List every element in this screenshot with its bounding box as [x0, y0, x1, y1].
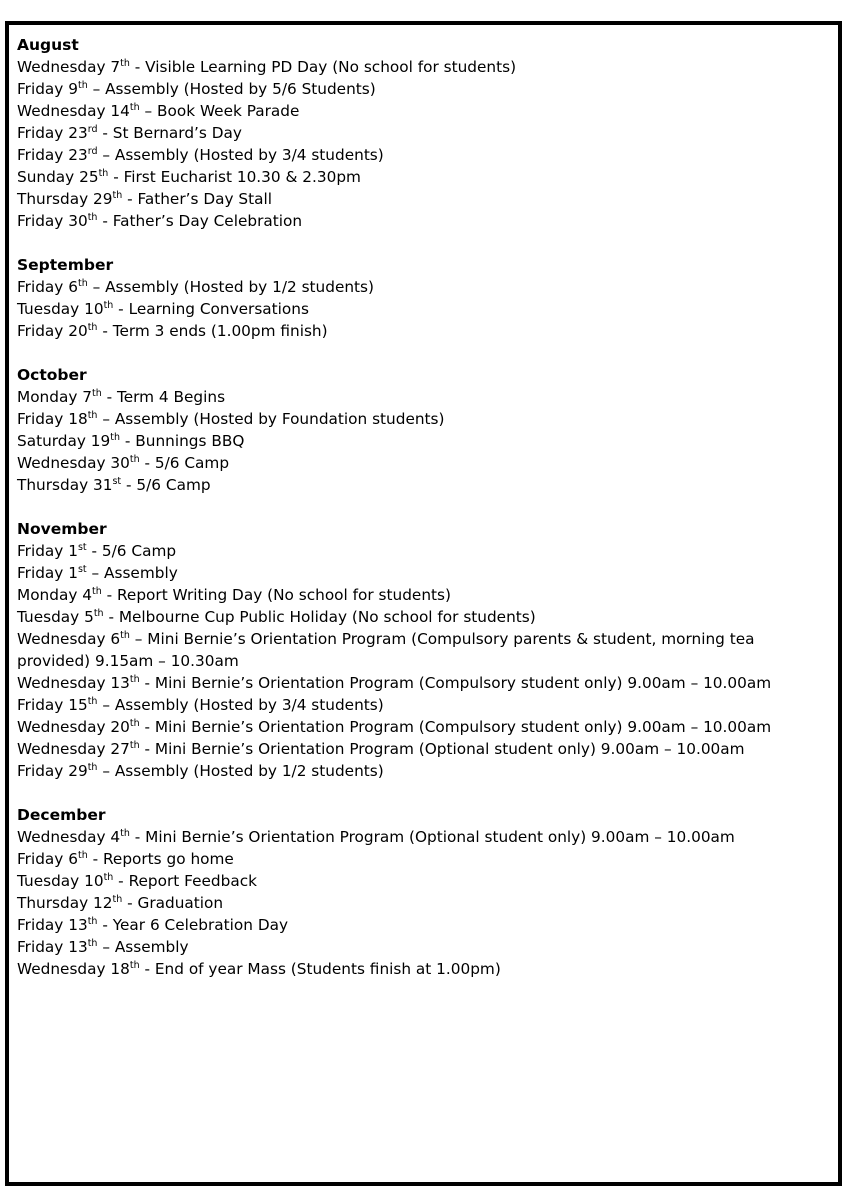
- ordinal-suffix: th: [112, 190, 123, 201]
- event-item: [17, 738, 834, 760]
- ordinal-suffix: th: [129, 718, 140, 729]
- event-separator: -: [122, 190, 138, 208]
- event-separator: –: [97, 410, 115, 428]
- event-item: [17, 694, 834, 716]
- event-separator: -: [97, 916, 113, 934]
- event-day: Friday 6: [17, 850, 78, 868]
- month-section-december: [17, 804, 834, 980]
- event-day: Thursday 12: [17, 894, 113, 912]
- event-day: Thursday 29: [17, 190, 113, 208]
- event-day: Friday 1: [17, 564, 78, 582]
- event-description: Mini Bernie’s Orientation Program (Optional student only) 9.00am – 10.00am: [154, 740, 745, 758]
- event-separator: –: [139, 102, 158, 120]
- event-separator: -: [97, 124, 113, 142]
- event-day: Tuesday 10: [17, 300, 104, 318]
- event-separator: -: [86, 542, 102, 560]
- month-heading: December: [17, 806, 106, 824]
- ordinal-suffix: th: [87, 762, 98, 773]
- event-separator: -: [101, 586, 117, 604]
- event-description: Assembly (Hosted by 3/4 students): [114, 146, 384, 164]
- ordinal-suffix: th: [120, 828, 130, 839]
- event-description: 5/6 Camp: [154, 454, 230, 472]
- event-description: Assembly: [114, 938, 189, 956]
- month-heading: October: [17, 366, 87, 384]
- event-item: [17, 826, 834, 848]
- event-day: Wednesday 6: [17, 630, 121, 648]
- event-separator: –: [87, 278, 106, 296]
- event-item: [17, 452, 834, 474]
- event-day: Friday 23: [17, 146, 88, 164]
- month-heading: November: [17, 520, 107, 538]
- event-day: Tuesday 5: [17, 608, 94, 626]
- event-description: Bunnings BBQ: [135, 432, 245, 450]
- event-description: Assembly (Hosted by Foundation students): [114, 410, 445, 428]
- event-day: Monday 7: [17, 388, 92, 406]
- ordinal-suffix: rd: [87, 124, 98, 135]
- event-description: 5/6 Camp: [136, 476, 211, 494]
- event-day: Wednesday 30: [17, 454, 130, 472]
- ordinal-suffix: th: [129, 102, 140, 113]
- event-item: [17, 210, 834, 232]
- ordinal-suffix: rd: [87, 146, 98, 157]
- event-item: [17, 628, 834, 672]
- event-day: Wednesday 20: [17, 718, 130, 736]
- event-description: Assembly (Hosted by 5/6 Students): [105, 80, 376, 98]
- event-separator: -: [129, 58, 146, 76]
- event-day: Saturday 19: [17, 432, 111, 450]
- event-separator: –: [97, 938, 115, 956]
- event-day: Wednesday 13: [17, 674, 130, 692]
- event-description: Assembly (Hosted by 1/2 students): [114, 762, 384, 780]
- event-day: Wednesday 27: [17, 740, 130, 758]
- event-description: Book Week Parade: [157, 102, 300, 120]
- event-separator: –: [97, 762, 115, 780]
- event-day: Friday 1: [17, 542, 78, 560]
- ordinal-suffix: th: [91, 586, 102, 597]
- event-description: Assembly: [104, 564, 178, 582]
- event-separator: -: [139, 960, 155, 978]
- event-item: [17, 914, 834, 936]
- event-day: Friday 30: [17, 212, 88, 230]
- event-item: [17, 386, 834, 408]
- event-separator: -: [97, 212, 113, 230]
- event-separator: -: [97, 322, 113, 340]
- event-description: Mini Bernie’s Orientation Program (Compulsory parents & student, morning tea provided) 9.15am – 10.30am: [17, 630, 755, 670]
- ordinal-suffix: th: [87, 322, 98, 333]
- calendar-frame: [5, 21, 842, 1186]
- ordinal-suffix: th: [87, 916, 98, 927]
- event-day: Friday 23: [17, 124, 88, 142]
- event-description: Report Feedback: [128, 872, 257, 890]
- event-item: [17, 320, 834, 342]
- event-description: End of year Mass (Students finish at 1.00pm): [154, 960, 501, 978]
- event-separator: -: [108, 168, 124, 186]
- month-section-august: [17, 34, 834, 232]
- ordinal-suffix: th: [98, 168, 109, 179]
- event-separator: -: [139, 718, 155, 736]
- ordinal-suffix: th: [91, 388, 102, 399]
- event-separator: –: [87, 80, 106, 98]
- month-section-september: [17, 254, 834, 342]
- event-separator: –: [86, 564, 105, 582]
- ordinal-suffix: th: [103, 872, 114, 883]
- event-item: [17, 408, 834, 430]
- event-day: Friday 13: [17, 938, 88, 956]
- event-item: [17, 78, 834, 100]
- event-item: [17, 276, 834, 298]
- event-item: [17, 760, 834, 782]
- ordinal-suffix: th: [103, 300, 114, 311]
- event-description: Mini Bernie’s Orientation Program (Optional student only) 9.00am – 10.00am: [145, 828, 735, 846]
- event-day: Friday 20: [17, 322, 88, 340]
- event-description: Report Writing Day (No school for students): [116, 586, 451, 604]
- ordinal-suffix: th: [93, 608, 104, 619]
- event-item: [17, 188, 834, 210]
- event-separator: –: [129, 630, 148, 648]
- event-day: Thursday 31: [17, 476, 113, 494]
- event-separator: –: [97, 146, 115, 164]
- event-item: [17, 716, 834, 738]
- event-separator: -: [87, 850, 103, 868]
- event-description: St Bernard’s Day: [112, 124, 242, 142]
- ordinal-suffix: st: [77, 564, 87, 575]
- event-description: Father’s Day Stall: [137, 190, 272, 208]
- event-item: [17, 540, 834, 562]
- calendar-content: [17, 34, 834, 1002]
- ordinal-suffix: st: [112, 476, 122, 487]
- event-day: Friday 15: [17, 696, 88, 714]
- event-day: Wednesday 7: [17, 58, 121, 76]
- event-description: Melbourne Cup Public Holiday (No school for students): [118, 608, 536, 626]
- ordinal-suffix: th: [77, 278, 88, 289]
- event-description: Visible Learning PD Day (No school for students): [145, 58, 517, 76]
- month-section-october: [17, 364, 834, 496]
- month-section-november: [17, 518, 834, 782]
- ordinal-suffix: th: [77, 850, 88, 861]
- event-day: Friday 29: [17, 762, 88, 780]
- event-description: Assembly (Hosted by 3/4 students): [114, 696, 384, 714]
- event-description: Year 6 Celebration Day: [112, 916, 289, 934]
- event-description: Mini Bernie’s Orientation Program (Compulsory student only) 9.00am – 10.00am: [154, 674, 772, 692]
- event-description: Reports go home: [102, 850, 234, 868]
- ordinal-suffix: th: [129, 454, 140, 465]
- event-description: Graduation: [137, 894, 224, 912]
- ordinal-suffix: th: [112, 894, 123, 905]
- event-day: Wednesday 14: [17, 102, 130, 120]
- ordinal-suffix: th: [87, 410, 98, 421]
- event-description: 5/6 Camp: [101, 542, 177, 560]
- event-day: Wednesday 4: [17, 828, 121, 846]
- event-item: [17, 606, 834, 628]
- event-item: [17, 144, 834, 166]
- event-item: [17, 870, 834, 892]
- event-separator: -: [129, 828, 146, 846]
- event-separator: -: [113, 872, 129, 890]
- event-item: [17, 298, 834, 320]
- event-description: Learning Conversations: [128, 300, 309, 318]
- event-item: [17, 848, 834, 870]
- event-day: Monday 4: [17, 586, 92, 604]
- event-separator: -: [101, 388, 117, 406]
- event-description: First Eucharist 10.30 & 2.30pm: [123, 168, 361, 186]
- event-item: [17, 892, 834, 914]
- event-item: [17, 584, 834, 606]
- event-description: Mini Bernie’s Orientation Program (Compulsory student only) 9.00am – 10.00am: [154, 718, 772, 736]
- event-item: [17, 56, 834, 78]
- event-separator: -: [122, 894, 138, 912]
- event-day: Friday 6: [17, 278, 78, 296]
- event-item: [17, 166, 834, 188]
- event-item: [17, 100, 834, 122]
- event-separator: -: [139, 740, 155, 758]
- event-item: [17, 936, 834, 958]
- ordinal-suffix: th: [129, 674, 140, 685]
- event-day: Friday 18: [17, 410, 88, 428]
- ordinal-suffix: th: [129, 960, 140, 971]
- event-day: Wednesday 18: [17, 960, 130, 978]
- event-description: Father’s Day Celebration: [112, 212, 303, 230]
- event-item: [17, 474, 834, 496]
- event-day: Friday 13: [17, 916, 88, 934]
- event-separator: –: [97, 696, 115, 714]
- event-day: Tuesday 10: [17, 872, 104, 890]
- ordinal-suffix: th: [77, 80, 88, 91]
- event-separator: -: [103, 608, 119, 626]
- ordinal-suffix: th: [120, 58, 130, 69]
- event-day: Sunday 25: [17, 168, 99, 186]
- event-item: [17, 122, 834, 144]
- month-heading: August: [17, 36, 79, 54]
- event-separator: -: [120, 432, 136, 450]
- event-day: Friday 9: [17, 80, 78, 98]
- ordinal-suffix: th: [87, 696, 98, 707]
- event-item: [17, 958, 834, 980]
- event-item: [17, 672, 834, 694]
- event-separator: -: [121, 476, 137, 494]
- event-separator: -: [113, 300, 129, 318]
- event-description: Assembly (Hosted by 1/2 students): [105, 278, 374, 296]
- ordinal-suffix: th: [129, 740, 140, 751]
- event-item: [17, 430, 834, 452]
- month-heading: September: [17, 256, 114, 274]
- ordinal-suffix: th: [110, 432, 121, 443]
- event-separator: -: [139, 454, 155, 472]
- ordinal-suffix: st: [77, 542, 87, 553]
- event-separator: -: [139, 674, 155, 692]
- ordinal-suffix: th: [120, 630, 130, 641]
- event-description: Term 4 Begins: [116, 388, 226, 406]
- ordinal-suffix: th: [87, 938, 98, 949]
- event-description: Term 3 ends (1.00pm finish): [112, 322, 328, 340]
- ordinal-suffix: th: [87, 212, 98, 223]
- event-item: [17, 562, 834, 584]
